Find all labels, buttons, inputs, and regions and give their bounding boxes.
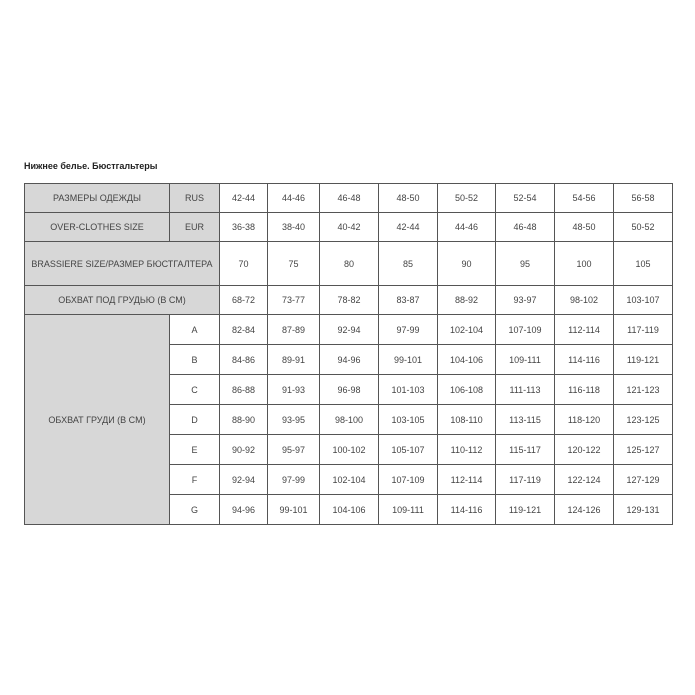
cup-size: D (170, 405, 220, 435)
size-table (24, 183, 673, 525)
table-cell: 44-46 (268, 184, 320, 213)
table-cell: 109-111 (496, 345, 555, 375)
table-cell: 109-111 (379, 495, 438, 525)
table-cell: 78-82 (320, 286, 379, 315)
row-label: OVER-CLOTHES SIZE (25, 213, 170, 242)
table-cell: 95-97 (268, 435, 320, 465)
table-cell: 112-114 (438, 465, 496, 495)
cup-size: C (170, 375, 220, 405)
row-label: ОБХВАТ ПОД ГРУДЬЮ (В СМ) (25, 286, 220, 315)
table-cell: 91-93 (268, 375, 320, 405)
table-cell: 107-109 (496, 315, 555, 345)
table-cell: 84-86 (220, 345, 268, 375)
page-title: Нижнее белье. Бюстгальтеры (24, 161, 158, 171)
table-row (25, 184, 673, 213)
table-cell: 97-99 (268, 465, 320, 495)
table-cell: 122-124 (555, 465, 614, 495)
table-cell: 92-94 (320, 315, 379, 345)
table-cell: 83-87 (379, 286, 438, 315)
row-code: EUR (170, 213, 220, 242)
table-cell: 52-54 (496, 184, 555, 213)
table-cell: 114-116 (555, 345, 614, 375)
table-cell: 44-46 (438, 213, 496, 242)
table-cell: 124-126 (555, 495, 614, 525)
table-cell: 88-92 (438, 286, 496, 315)
table-cell: 103-107 (614, 286, 673, 315)
bust-label: ОБХВАТ ГРУДИ (В СМ) (25, 315, 170, 525)
table-cell: 110-112 (438, 435, 496, 465)
table-cell: 89-91 (268, 345, 320, 375)
cup-size: E (170, 435, 220, 465)
table-cell: 90 (438, 242, 496, 286)
table-cell: 114-116 (438, 495, 496, 525)
table-cell: 125-127 (614, 435, 673, 465)
table-cell: 99-101 (379, 345, 438, 375)
cup-size: G (170, 495, 220, 525)
table-cell: 118-120 (555, 405, 614, 435)
table-row (25, 213, 673, 242)
row-code: RUS (170, 184, 220, 213)
table-cell: 102-104 (320, 465, 379, 495)
table-cell: 105-107 (379, 435, 438, 465)
table-cell: 42-44 (220, 184, 268, 213)
table-cell: 117-119 (496, 465, 555, 495)
table-row (25, 286, 673, 315)
cup-size: A (170, 315, 220, 345)
table-cell: 113-115 (496, 405, 555, 435)
table-cell: 93-95 (268, 405, 320, 435)
table-cell: 36-38 (220, 213, 268, 242)
table-cell: 97-99 (379, 315, 438, 345)
table-cell: 111-113 (496, 375, 555, 405)
table-cell: 119-121 (496, 495, 555, 525)
table-cell: 87-89 (268, 315, 320, 345)
table-cell: 93-97 (496, 286, 555, 315)
table-cell: 127-129 (614, 465, 673, 495)
table-cell: 98-102 (555, 286, 614, 315)
row-label: BRASSIERE SIZE/РАЗМЕР БЮСТГАЛТЕРА (25, 242, 220, 286)
table-row (25, 242, 673, 286)
table-cell: 120-122 (555, 435, 614, 465)
table-row (25, 315, 673, 345)
table-cell: 106-108 (438, 375, 496, 405)
table-cell: 108-110 (438, 405, 496, 435)
table-cell: 42-44 (379, 213, 438, 242)
table-cell: 105 (614, 242, 673, 286)
table-cell: 119-121 (614, 345, 673, 375)
table-cell: 94-96 (220, 495, 268, 525)
table-cell: 90-92 (220, 435, 268, 465)
table-cell: 50-52 (614, 213, 673, 242)
cup-size: B (170, 345, 220, 375)
table-cell: 54-56 (555, 184, 614, 213)
table-cell: 82-84 (220, 315, 268, 345)
table-cell: 92-94 (220, 465, 268, 495)
table-cell: 88-90 (220, 405, 268, 435)
table-cell: 115-117 (496, 435, 555, 465)
table-cell: 121-123 (614, 375, 673, 405)
table-cell: 99-101 (268, 495, 320, 525)
table-cell: 112-114 (555, 315, 614, 345)
table-cell: 116-118 (555, 375, 614, 405)
table-cell: 107-109 (379, 465, 438, 495)
table-cell: 70 (220, 242, 268, 286)
table-cell: 98-100 (320, 405, 379, 435)
row-label: РАЗМЕРЫ ОДЕЖДЫ (25, 184, 170, 213)
table-cell: 96-98 (320, 375, 379, 405)
table-cell: 48-50 (379, 184, 438, 213)
table-cell: 73-77 (268, 286, 320, 315)
table-cell: 123-125 (614, 405, 673, 435)
table-cell: 46-48 (496, 213, 555, 242)
table-cell: 94-96 (320, 345, 379, 375)
table-cell: 103-105 (379, 405, 438, 435)
table-cell: 80 (320, 242, 379, 286)
table-cell: 85 (379, 242, 438, 286)
table-cell: 56-58 (614, 184, 673, 213)
cup-size: F (170, 465, 220, 495)
table-cell: 101-103 (379, 375, 438, 405)
table-cell: 86-88 (220, 375, 268, 405)
table-cell: 104-106 (438, 345, 496, 375)
table-cell: 117-119 (614, 315, 673, 345)
table-cell: 68-72 (220, 286, 268, 315)
table-cell: 38-40 (268, 213, 320, 242)
table-cell: 75 (268, 242, 320, 286)
table-cell: 95 (496, 242, 555, 286)
table-cell: 129-131 (614, 495, 673, 525)
table-cell: 100-102 (320, 435, 379, 465)
table-cell: 100 (555, 242, 614, 286)
table-cell: 40-42 (320, 213, 379, 242)
table-cell: 104-106 (320, 495, 379, 525)
table-cell: 46-48 (320, 184, 379, 213)
table-cell: 50-52 (438, 184, 496, 213)
table-cell: 102-104 (438, 315, 496, 345)
table-cell: 48-50 (555, 213, 614, 242)
